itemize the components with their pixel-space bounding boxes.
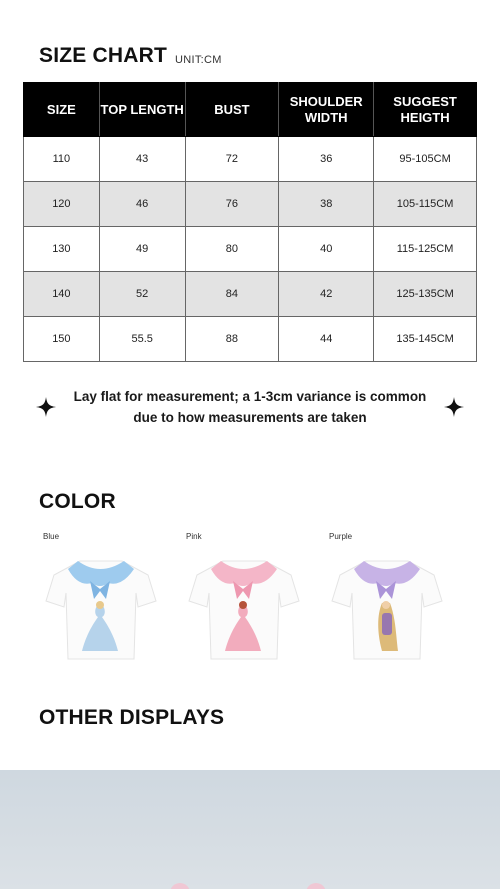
size-chart-table [23,82,477,362]
column-header-top-length: TOP LENGTH [99,83,185,137]
size-chart-heading [39,44,222,68]
measurement-note-text [60,386,440,428]
color-option-label: Pink [186,532,202,541]
column-header-size: SIZE [24,83,100,137]
measurement-note [36,386,464,430]
tshirt-pink-image [183,547,303,667]
color-option-purple[interactable] [326,532,446,667]
table-row [24,227,477,272]
column-header-shoulder-width: SHOULDER WIDTH [279,83,374,137]
sparkle-icon [36,397,56,417]
sparkle-icon [444,397,464,417]
table-cell: 36 [279,137,374,182]
table-cell: 52 [99,272,185,317]
table-cell: 105-115CM [374,182,477,227]
table-cell: 115-125CM [374,227,477,272]
table-cell: 38 [279,182,374,227]
table-row [24,182,477,227]
table-cell: 80 [185,227,279,272]
tshirt-purple-image [326,547,446,667]
table-row [24,272,477,317]
table-cell: 88 [185,317,279,362]
garment-peek [306,883,326,889]
table-cell: 140 [24,272,100,317]
table-cell: 49 [99,227,185,272]
tshirt-blue-image [40,547,160,667]
table-cell: 130 [24,227,100,272]
color-option-blue[interactable] [40,532,160,667]
other-displays-title: OTHER DISPLAYS [39,706,225,729]
note-line-2: due to how measurements are taken [133,410,367,425]
note-line-1: Lay flat for measurement; a 1-3cm variance is common [73,389,427,404]
size-chart-header-row [24,83,477,137]
table-cell: 120 [24,182,100,227]
table-cell: 135-145CM [374,317,477,362]
color-option-label: Purple [329,532,353,541]
garment-peek [170,883,190,889]
table-cell: 76 [185,182,279,227]
table-cell: 72 [185,137,279,182]
color-option-label: Blue [43,532,60,541]
table-cell: 42 [279,272,374,317]
table-cell: 125-135CM [374,272,477,317]
table-cell: 95-105CM [374,137,477,182]
table-cell: 150 [24,317,100,362]
other-displays-photo [0,770,500,889]
table-cell: 110 [24,137,100,182]
size-chart-title: SIZE CHART [39,44,167,67]
color-option-pink[interactable] [183,532,303,667]
column-header-suggest-height: SUGGEST HEIGTH [374,83,477,137]
column-header-bust: BUST [185,83,279,137]
size-chart-unit: UNIT:CM [175,54,222,66]
table-cell: 40 [279,227,374,272]
color-section-title: COLOR [39,490,116,513]
table-cell: 46 [99,182,185,227]
table-row [24,137,477,182]
table-cell: 84 [185,272,279,317]
table-cell: 55.5 [99,317,185,362]
table-cell: 44 [279,317,374,362]
table-row [24,317,477,362]
table-cell: 43 [99,137,185,182]
